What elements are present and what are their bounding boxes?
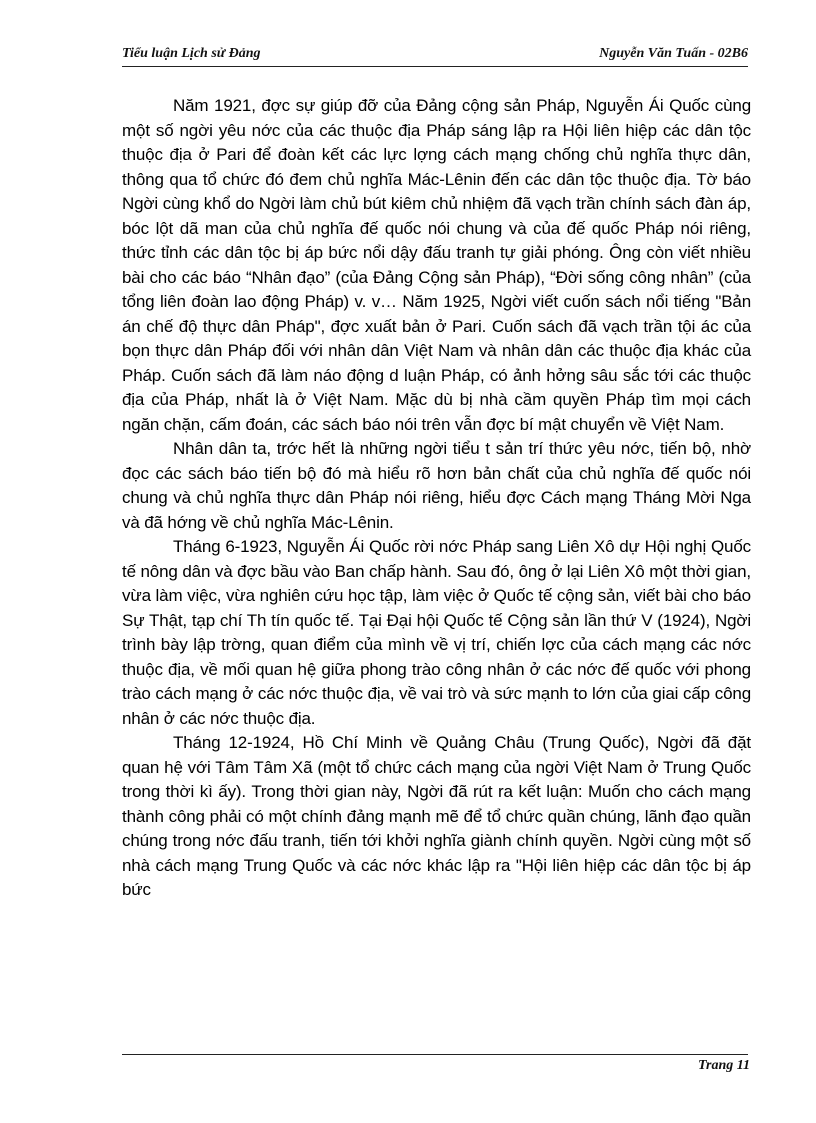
paragraph-4: Tháng 12-1924, Hồ Chí Minh về Quảng Châu (Trung Quốc), Ngời đã đặt quan hệ với Tâm Tâm Xã (một tổ chức cách mạng của ngời Việt Nam ở Trung Quốc trong thời kì ấy). Trong thời gian này, Ngời đã rút ra kết luận: Muốn cho cách mạng thành công phải có một chính đảng mạnh mẽ để tổ chức quần chúng, lãnh đạo quần chúng trong nớc đấu tranh, tiến tới khởi nghĩa giành chính quyền. Ngời cùng một số nhà cách mạng Trung Quốc và các nớc khác lập ra "Hội liên hiệp các dân tộc bị áp bức — [122, 733, 751, 899]
page-header — [122, 44, 748, 66]
paragraph-2: Nhân dân ta, trớc hết là những ngời tiểu t sản trí thức yêu nớc, tiến bộ, nhờ đọc các sách báo tiến bộ đó mà hiểu rõ hơn bản chất của chủ nghĩa đế quốc nói chung và chủ nghĩa thực dân Pháp nói riêng, hiểu đợc Cách mạng Tháng Mời Nga và đã hớng về chủ nghĩa Mác-Lênin. — [122, 439, 751, 532]
header-divider — [122, 66, 748, 67]
header-document-title: Tiểu luận Lịch sử Đảng — [122, 46, 261, 61]
footer-divider — [122, 1054, 748, 1055]
paragraph-3: Tháng 6-1923, Nguyễn Ái Quốc rời nớc Pháp sang Liên Xô dự Hội nghị Quốc tế nông dân và đợc bầu vào Ban chấp hành. Sau đó, ông ở lại Liên Xô một thời gian, vừa làm việc, vừa nghiên cứu học tập, làm việc ở Quốc tế cộng sản, viết bài cho báo Sự Thật, tạp chí Th tín quốc tế. Tại Đại hội Quốc tế Cộng sản lần thứ V (1924), Ngời trình bày lập trờng, quan điểm của mình về vị trí, chiến lợc của cách mạng các nớc thuộc địa, về mối quan hệ giữa phong trào công nhân ở các nớc đế quốc với phong trào cách mạng ở các nớc thuộc địa, về vai trò và sức mạnh to lớn của giai cấp công nhân ở các nớc thuộc địa. — [122, 537, 751, 728]
document-body — [122, 94, 751, 903]
header-author: Nguyễn Văn Tuấn - 02B6 — [599, 46, 748, 61]
page-number: Trang 11 — [698, 1058, 750, 1073]
paragraph-1: Năm 1921, đợc sự giúp đỡ của Đảng cộng sản Pháp, Nguyễn Ái Quốc cùng một số ngời yêu nớc của các thuộc địa Pháp sáng lập ra Hội liên hiệp các dân tộc thuộc địa ở Pari để đoàn kết các lực lợng cách mạng chống chủ nghĩa thực dân, thông qua tổ chức đó đem chủ nghĩa Mác-Lênin đến các dân tộc thuộc địa. Tờ báo Ngời cùng khổ do Ngời làm chủ bút kiêm chủ nhiệm đã vạch trần chính sách đàn áp, bóc lột dã man của chủ nghĩa đế quốc nói chung và của đế quốc Pháp nói riêng, thức tỉnh các dân tộc bị áp bức nổi dậy đấu tranh tự giải phóng. Ông còn viết nhiều bài cho các báo “Nhân đạo” (của Đảng Cộng sản Pháp), “Đời sống công nhân” (của tổng liên đoàn lao động Pháp) v. v… Năm 1925, Ngời viết cuốn sách nổi tiếng "Bản án chế độ thực dân Pháp", đợc xuất bản ở Pari. Cuốn sách đã vạch trần tội ác của bọn thực dân Pháp đối với nhân dân Việt Nam và nhân dân các thuộc địa khác của Pháp. Cuốn sách đã làm náo động d luận Pháp, có ảnh hởng sâu sắc tới các thuộc địa của Pháp, nhất là ở Việt Nam. Mặc dù bị nhà cầm quyền Pháp tìm mọi cách ngăn chặn, cấm đoán, các sách báo nói trên vẫn đợc bí mật chuyển về Việt Nam. — [122, 96, 751, 434]
